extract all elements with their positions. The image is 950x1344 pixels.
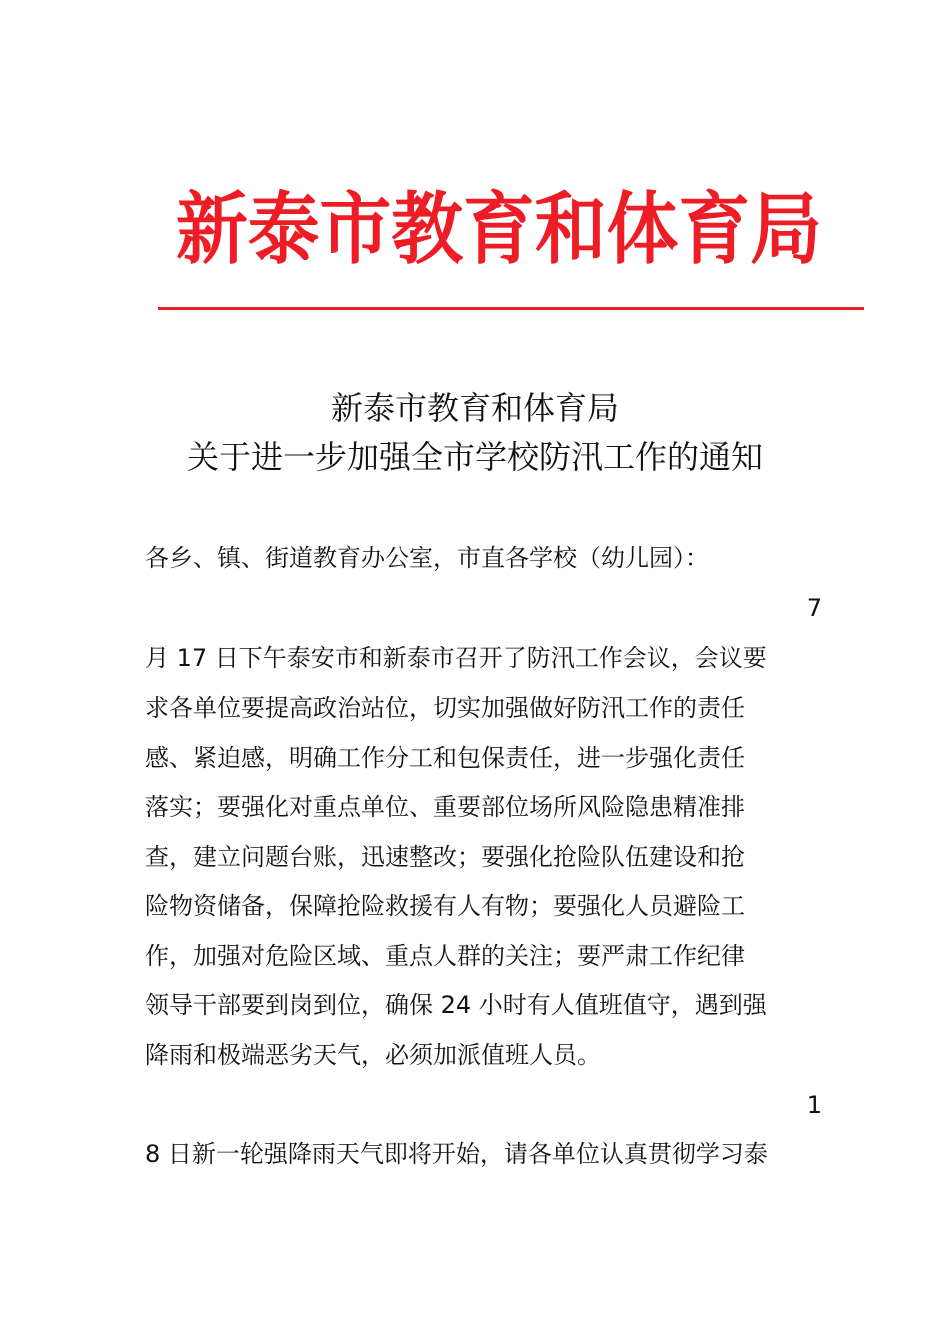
paragraph-1-line: 求各单位要提高政治站位，切实加强做好防汛工作的责任: [145, 694, 745, 722]
paragraph-1-line: 落实；要强化对重点单位、重要部位场所风险隐患精准排: [145, 793, 745, 821]
paragraph-1-line: 险物资储备，保障抢险救援有人有物；要强化人员避险工: [145, 892, 745, 920]
paragraph-2-lead-digit: 1: [806, 1091, 822, 1119]
paragraph-1-line: 领导干部要到岗到位，确保 24 小时有人值班值守，遇到强: [145, 991, 767, 1019]
paragraph-1-line: 降雨和极端恶劣天气，必须加派值班人员。: [145, 1041, 601, 1069]
paragraph-2-line: 8 日新一轮强降雨天气即将开始，请各单位认真贯彻学习泰: [145, 1140, 768, 1168]
paragraph-1-line: 月 17 日下午泰安市和新泰市召开了防汛工作会议，会议要: [145, 644, 767, 672]
addressee-line: 各乡、镇、街道教育办公室，市直各学校（幼儿园）：: [145, 544, 709, 572]
paragraph-1-line: 感、紧迫感，明确工作分工和包保责任，进一步强化责任: [145, 744, 745, 772]
red-divider-line: [158, 307, 864, 310]
masthead-title: 新泰市教育和体育局: [176, 185, 822, 275]
document-title-line-2: 关于进一步加强全市学校防汛工作的通知: [186, 438, 763, 476]
document-title-line-1: 新泰市教育和体育局: [330, 389, 619, 427]
paragraph-1-line: 作，加强对危险区域、重点人群的关注；要严肃工作纪律: [145, 942, 745, 970]
paragraph-1-line: 查，建立问题台账，迅速整改；要强化抢险队伍建设和抢: [145, 843, 745, 871]
paragraph-1-lead-digit: 7: [806, 594, 822, 622]
